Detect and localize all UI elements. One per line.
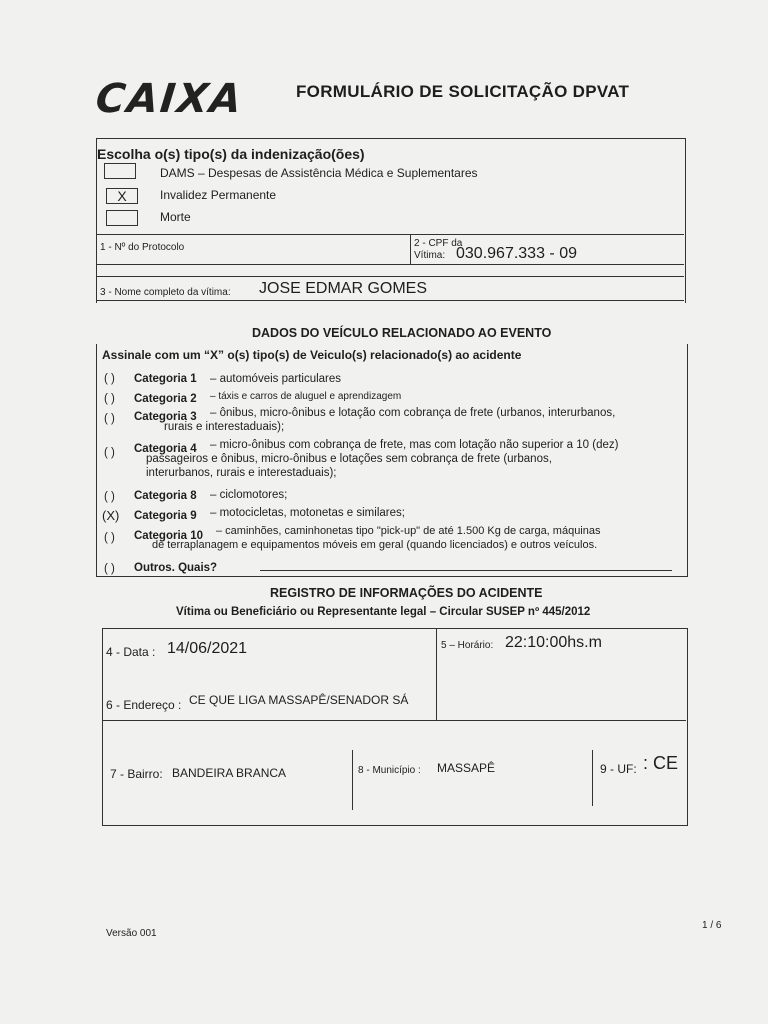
- categoria-4-desc-3: interurbanos, rurais e interestaduais);: [146, 467, 337, 479]
- form-title: FORMULÁRIO DE SOLICITAÇÃO DPVAT: [296, 82, 630, 101]
- divider: [96, 300, 684, 301]
- categoria-2-name: Categoria 2: [134, 393, 197, 405]
- divider: [352, 750, 353, 810]
- categoria-3-mark[interactable]: ( ): [104, 413, 115, 425]
- data-label: 4 - Data :: [106, 645, 156, 659]
- divider: [102, 720, 686, 721]
- categoria-10-name: Categoria 10: [134, 530, 204, 542]
- categoria-10-desc-2: de terraplanagem e equipamentos móveis em geral (quando licenciados) e outros veículos.: [152, 539, 598, 551]
- invalidez-label: Invalidez Permanente: [160, 188, 277, 202]
- categoria-4-desc-2: passageiros e ônibus, micro-ônibus e lotações sem cobrança de frete (urbanos,: [146, 453, 552, 465]
- categoria-3-desc-2: rurais e interestaduais);: [164, 421, 285, 433]
- acidente-title: REGISTRO DE INFORMAÇÕES DO ACIDENTE: [270, 586, 543, 600]
- categoria-8-name: Categoria 8: [134, 490, 197, 502]
- categoria-3-name: Categoria 3: [134, 411, 197, 423]
- categoria-4-mark[interactable]: ( ): [104, 447, 115, 459]
- acidente-subtitle: Vítima ou Beneficiário ou Representante legal – Circular SUSEP nº 445/2012: [176, 606, 591, 618]
- version-label: Versão 001: [106, 928, 157, 939]
- data-value[interactable]: 14/06/2021: [167, 640, 248, 657]
- cpf-label-top: 2 - CPF da: [414, 238, 463, 249]
- endereco-value[interactable]: CE QUE LIGA MASSAPÊ/SENADOR SÁ: [189, 693, 409, 707]
- protocolo-label: 1 - Nº do Protocolo: [100, 242, 185, 253]
- bairro-value[interactable]: BANDEIRA BRANCA: [172, 766, 287, 780]
- categoria-9-mark[interactable]: (X): [102, 508, 120, 523]
- endereco-label: 6 - Endereço :: [106, 698, 182, 712]
- nome-value[interactable]: JOSE EDMAR GOMES: [259, 280, 428, 297]
- categoria-8-mark[interactable]: ( ): [104, 491, 115, 503]
- categoria-4-name: Categoria 4: [134, 443, 197, 455]
- horario-value[interactable]: 22:10:00hs.m: [505, 634, 602, 651]
- divider: [96, 276, 684, 277]
- cpf-value[interactable]: 030.967.333 - 09: [456, 245, 577, 262]
- categoria-1-name: Categoria 1: [134, 373, 197, 385]
- divider: [96, 234, 684, 235]
- categoria-8-desc: – ciclomotores;: [210, 489, 288, 501]
- morte-checkbox[interactable]: [106, 210, 138, 226]
- dams-checkbox[interactable]: [104, 163, 136, 179]
- veiculo-title: DADOS DO VEÍCULO RELACIONADO AO EVENTO: [252, 326, 552, 340]
- categoria-1-mark[interactable]: ( ): [104, 373, 115, 385]
- morte-label: Morte: [160, 210, 191, 224]
- divider: [96, 264, 684, 265]
- categoria-9-name: Categoria 9: [134, 510, 197, 522]
- outros-fill-line[interactable]: [260, 570, 672, 571]
- veiculo-instruction: Assinale com um “X” o(s) tipo(s) de Veiculo(s) relacionado(s) ao acidente: [102, 348, 522, 362]
- categoria-10-mark[interactable]: ( ): [104, 532, 115, 544]
- divider: [436, 628, 437, 720]
- outros-mark[interactable]: ( ): [104, 563, 115, 575]
- page-number: 1 / 6: [702, 920, 722, 931]
- categoria-10-desc: – caminhões, caminhonetas tipo "pick-up" de até 1.500 Kg de carga, máquinas: [216, 525, 601, 537]
- categoria-3-desc: – ônibus, micro-ônibus e lotação com cobrança de frete (urbanos, interurbanos,: [210, 407, 616, 419]
- categoria-4-desc: – micro-ônibus com cobrança de frete, mas com lotação não superior a 10 (dez): [210, 439, 619, 451]
- categoria-2-mark[interactable]: ( ): [104, 393, 115, 405]
- municipio-label: 8 - Município :: [358, 765, 421, 776]
- indenizacao-heading: Escolha o(s) tipo(s) da indenização(ões): [97, 146, 365, 162]
- caixa-logo: CAIXA: [93, 76, 246, 122]
- categoria-2-desc: – táxis e carros de aluguel e aprendizagem: [210, 391, 402, 402]
- divider: [592, 750, 593, 806]
- invalidez-checkbox[interactable]: X: [106, 188, 138, 204]
- categoria-1-desc: – automóveis particulares: [210, 373, 342, 385]
- bairro-label: 7 - Bairro:: [110, 767, 163, 781]
- divider: [410, 234, 411, 264]
- outros-name: Outros. Quais?: [134, 562, 218, 574]
- dams-label: DAMS – Despesas de Assistência Médica e Suplementares: [160, 166, 478, 180]
- municipio-value[interactable]: MASSAPÊ: [437, 761, 496, 775]
- cpf-label-bottom: Vítima:: [414, 250, 446, 261]
- uf-label: 9 - UF:: [600, 762, 637, 776]
- uf-value[interactable]: : CE: [643, 753, 679, 773]
- categoria-9-desc: – motocicletas, motonetas e similares;: [210, 507, 405, 519]
- nome-label: 3 - Nome completo da vítima:: [100, 287, 231, 298]
- horario-label: 5 – Horário:: [441, 640, 494, 651]
